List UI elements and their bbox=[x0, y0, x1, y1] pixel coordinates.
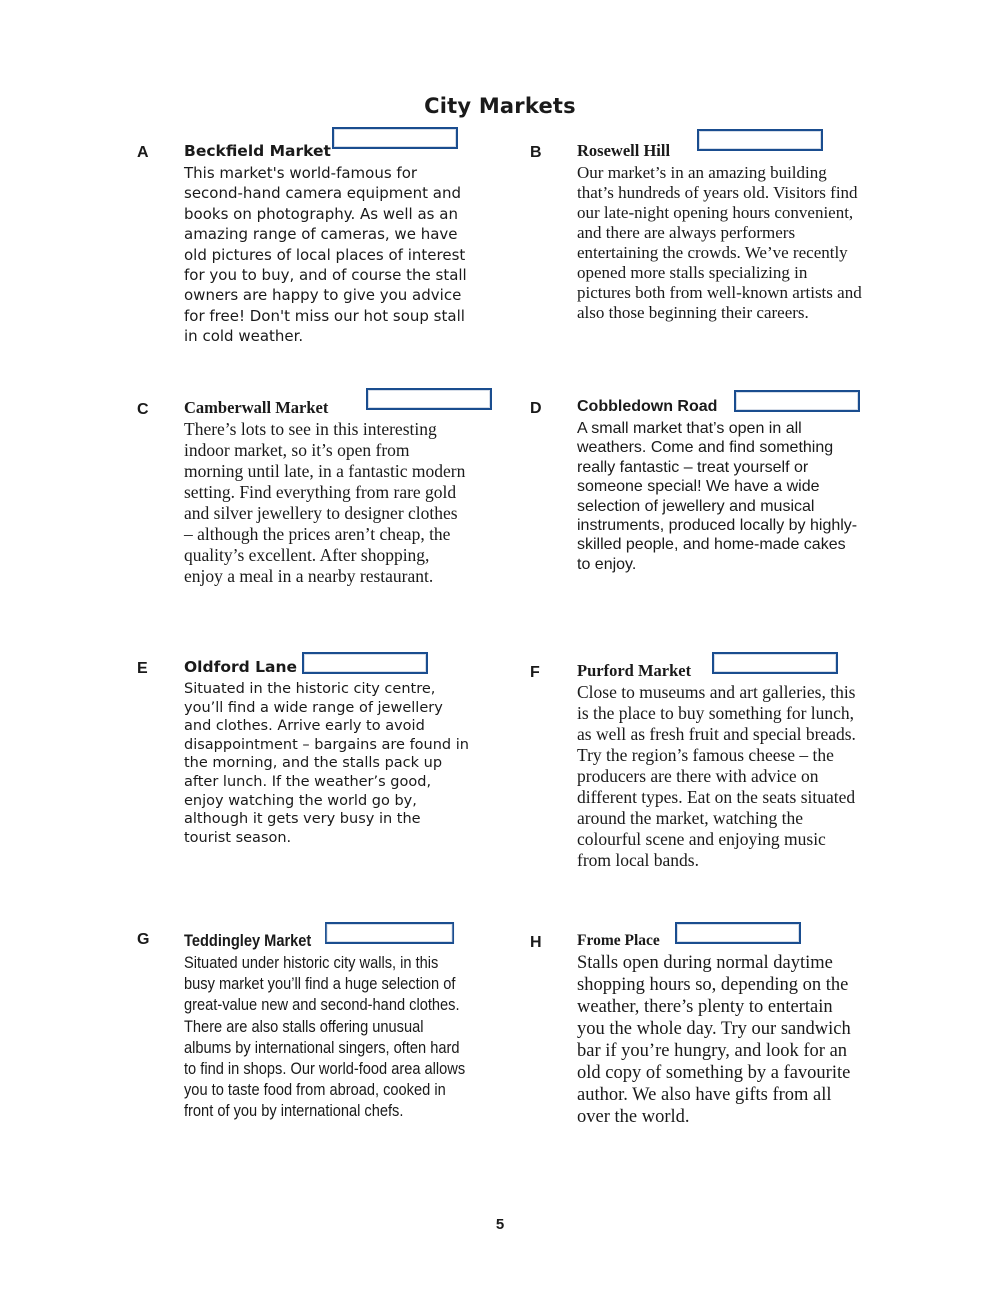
market-letter: C bbox=[137, 401, 149, 418]
answer-box-g[interactable] bbox=[325, 922, 454, 944]
market-heading bbox=[577, 660, 862, 682]
answer-box-e[interactable] bbox=[302, 652, 428, 674]
market-heading bbox=[184, 658, 469, 680]
answer-box-d[interactable] bbox=[734, 390, 860, 412]
answer-box-h[interactable] bbox=[675, 922, 801, 944]
market-letter: F bbox=[530, 664, 540, 681]
market-description: Close to museums and art galleries, this is the place to buy something for lunch, as well as fresh fruit and special breads. Try the region’s famous cheese – the producers are there with advice on different types. Eat on the seats situated around the market, watching the colourful scene and enjoying music from local bands. bbox=[577, 682, 856, 870]
market-name: Beckfield Market bbox=[184, 142, 331, 160]
answer-box-a[interactable] bbox=[332, 127, 458, 149]
market-description: There’s lots to see in this interesting indoor market, so it’s open from morning until late, in a fantastic modern setting. Find everything from rare gold and silver jewellery to designer clothes – although the prices aren’t cheap, the quality’s excellent. After shopping, enjoy a meal in a nearby restaurant. bbox=[184, 419, 466, 586]
market-card-a bbox=[137, 141, 469, 347]
market-letter: B bbox=[530, 144, 542, 161]
market-name: Rosewell Hill bbox=[577, 141, 671, 160]
market-name: Teddingley Market bbox=[184, 931, 312, 950]
market-name: Oldford Lane bbox=[184, 658, 297, 676]
market-card-b bbox=[530, 141, 862, 323]
market-heading bbox=[577, 141, 862, 163]
market-heading bbox=[184, 397, 466, 419]
market-letter: D bbox=[530, 400, 542, 417]
market-heading bbox=[577, 930, 862, 952]
market-card-f bbox=[530, 660, 862, 871]
answer-box-c[interactable] bbox=[366, 388, 492, 410]
market-description: A small market that’s open in all weathers. Come and find something really fantastic – treat yourself or someone special! We have a wide selection of jewellery and musical instruments, produced locally by highly-skilled people, and home-made cakes to enjoy. bbox=[577, 420, 858, 573]
market-description: Situated under historic city walls, in this busy market you’ll find a huge selection of great-value new and second-hand clothes. There are also stalls offering unusual albums by international singers, often hard to find in shops. Our world-food area allows you to taste food from abroad, cooked in front of you by international chefs. bbox=[184, 953, 466, 1121]
market-card-g bbox=[184, 930, 473, 1122]
answer-box-f[interactable] bbox=[712, 652, 838, 674]
market-heading bbox=[184, 930, 473, 952]
market-heading bbox=[577, 397, 862, 419]
market-letter: E bbox=[137, 660, 148, 677]
market-card-e bbox=[137, 658, 469, 847]
market-name: Purford Market bbox=[577, 661, 692, 680]
page-title: City Markets bbox=[424, 94, 576, 118]
answer-box-b[interactable] bbox=[697, 129, 823, 151]
market-letter: H bbox=[530, 934, 542, 951]
market-heading bbox=[184, 141, 469, 163]
market-card-c bbox=[137, 397, 466, 587]
market-letter-g: G bbox=[137, 931, 150, 948]
market-description: Stalls open during normal daytime shopping hours so, depending on the weather, there’s plenty to entertain you the whole day. Try our sandwich bar if you’re hungry, and look for an old copy of something by a favourite author. We also have gifts from all over the world. bbox=[577, 953, 851, 1127]
market-description: Situated in the historic city centre, you’ll find a wide range of jewellery and clothes. Arrive early to avoid disappointment – bargains are found in the morning, and the stalls pack up after lunch. If the weather’s good, enjoy watching the world go by, although it gets very busy in the tourist season. bbox=[184, 681, 469, 846]
market-name: Frome Place bbox=[577, 932, 660, 949]
market-name: Cobbledown Road bbox=[577, 398, 718, 415]
market-letter: A bbox=[137, 144, 149, 161]
market-description: This market's world-famous for second-hand camera equipment and books on photography. As well as an amazing range of cameras, we have old pictures of local places of interest for you to buy, and of course the stall owners are happy to give you advice for free! Don't miss our hot soup stall in cold weather. bbox=[184, 164, 467, 346]
market-card-h bbox=[530, 930, 862, 1128]
market-card-d bbox=[530, 397, 862, 574]
market-description: Our market’s in an amazing building that’s hundreds of years old. Visitors find our late-night opening hours convenient, and there are always performers entertaining the crowds. We’ve recently opened more stalls specializing in pictures both from well-known artists and also those beginning their careers. bbox=[577, 163, 862, 322]
market-name: Camberwall Market bbox=[184, 398, 329, 417]
page-number: 5 bbox=[495, 1216, 505, 1233]
